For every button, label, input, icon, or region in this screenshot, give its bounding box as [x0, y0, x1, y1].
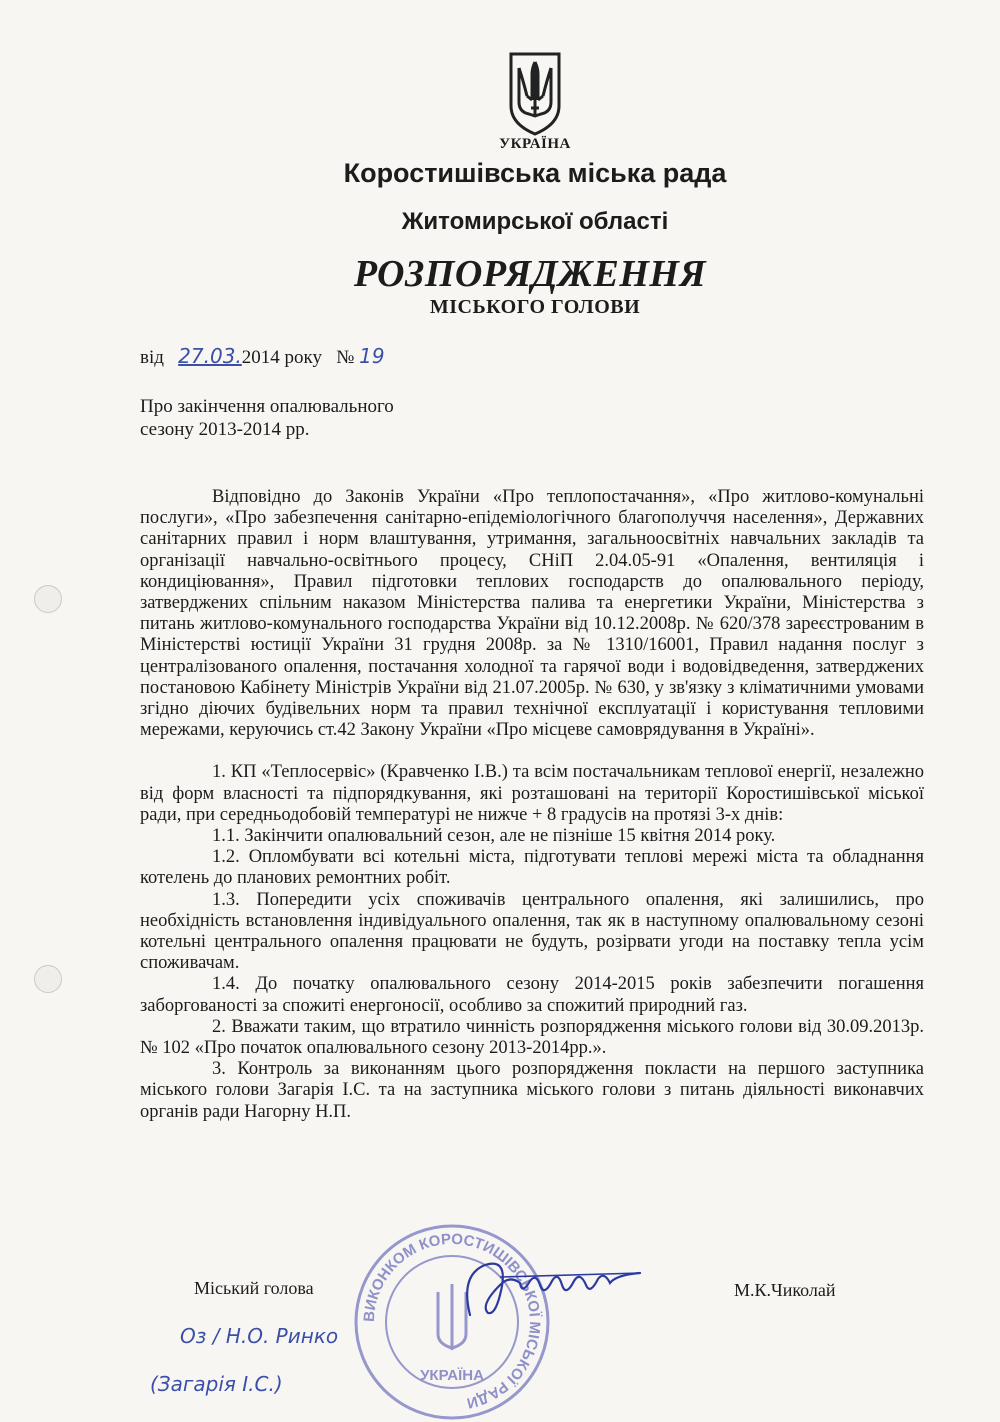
- preamble-paragraph: Відповідно до Законів України «Про теплопостачання», «Про житлово-комунальні послуги», «Про забезпечення санітарно-епідеміологічного благополуччя населення», Державних санітарних правил і норм влаштування, утримання, загальноосвітніх навчальних закладів та організації навчально-освітнього процесу, СНіП 2.04.05-91 «Опалення, вентиляція і кондиціювання», Правил підготовки теплових господарств до опалювального періоду, затверджених спільним наказом Міністерства палива та енергетики України, Міністерства з питань житлово-комунального господарства України від 10.12.2008р. № 620/378 зареєстрованим в Міністерстві юстиції України 31 грудня 2008р. за № 1310/16001, Правил надання послуг з централізованого опалення, постачання холодної та гарячої води і водовідведення, затверджених постановою Кабінету Міністрів України від 21.07.2005р. № 630, у зв'язку з кліматичними умовами згідно діючих будівельних норм та правил технічної експлуатації і користування тепловими мережами, керуючись ст.42 Закону України «Про місцеве самоврядування в Україні».: [140, 487, 924, 741]
- punch-hole: [34, 965, 62, 993]
- order-item: 3. Контроль за виконанням цього розпорядження покласти на першого заступника міського голови Загарія І.С. та на заступника міського голови з питань діяльності виконавчих органів ради Нагорну Н.П.: [140, 1059, 924, 1122]
- country-name: УКРАЇНА: [499, 136, 571, 152]
- region-name: Житомирської області: [401, 208, 669, 235]
- date-prefix: від: [140, 347, 164, 368]
- order-item: 1. КП «Теплосервіс» (Кравченко І.В.) та всім постачальникам теплової енергії, незалежно від форм власності та підпорядкування, які розташовані на території Коростишівської міської ради, при середньодобовій температурі не нижче + 8 градусів на протязі 3-х днів:: [140, 762, 924, 825]
- order-item: 1.3. Попередити усіх споживачів центрального опалення, які залишились, про необхідність встановлення індивідуального опалення, так як в наступному опалювальному сезоні котельні центрального опалення працювати не будуть, розірвати угоди на поставку тепла усім споживачам.: [140, 889, 924, 974]
- council-name: Коростишівська міська рада: [343, 158, 727, 188]
- document-type: РОЗПОРЯДЖЕННЯ: [353, 253, 707, 295]
- stamp-ring-text: ВИКОНКОМ КОРОСТИШІВСЬКОЇ МІСЬКОЇ РАДИ: [360, 1230, 544, 1412]
- signatory-name: М.К.Чиколай: [734, 1280, 836, 1300]
- date-year: 2014 року: [241, 347, 323, 368]
- date-line: [140, 344, 385, 369]
- handwritten-signature: [440, 1255, 650, 1325]
- document-subtype: МІСЬКОГО ГОЛОВИ: [429, 296, 641, 318]
- signatory-title: Міський голова: [194, 1278, 314, 1298]
- subject-line: Про закінчення опалювального: [140, 396, 394, 417]
- document-body: [140, 487, 924, 1123]
- stamp-center-text: УКРАЇНА: [420, 1367, 484, 1384]
- number-sign: №: [336, 347, 355, 368]
- order-item: 2. Вважати таким, що втратило чинність розпорядження міського голови від 30.09.2013р. № 102 «Про початок опалювального сезону 2013-2014рр.».: [140, 1016, 924, 1059]
- document-subject: [140, 395, 394, 441]
- approval-visa: Оз / Н.О. Ринко: [180, 1324, 339, 1348]
- handwritten-number: 19: [359, 344, 385, 368]
- subject-line: сезону 2013-2014 рр.: [140, 419, 310, 440]
- handwritten-date: 27.03.: [178, 344, 242, 368]
- order-item: 1.2. Опломбувати всі котельні міста, підготувати теплові мережі міста та обладнання котелень до планових ремонтних робіт.: [140, 847, 924, 889]
- order-item: 1.1. Закінчити опалювальний сезон, але не пізніше 15 квітня 2014 року.: [212, 826, 776, 847]
- approval-visa: (Загарія І.С.): [150, 1372, 283, 1396]
- tryzub-icon: [505, 50, 565, 138]
- order-item: 1.4. До початку опалювального сезону 2014-2015 років забезпечити погашення заборгованості за спожиті енергоносії, особливо за спожитий природний газ.: [140, 974, 924, 1016]
- punch-hole: [34, 585, 62, 613]
